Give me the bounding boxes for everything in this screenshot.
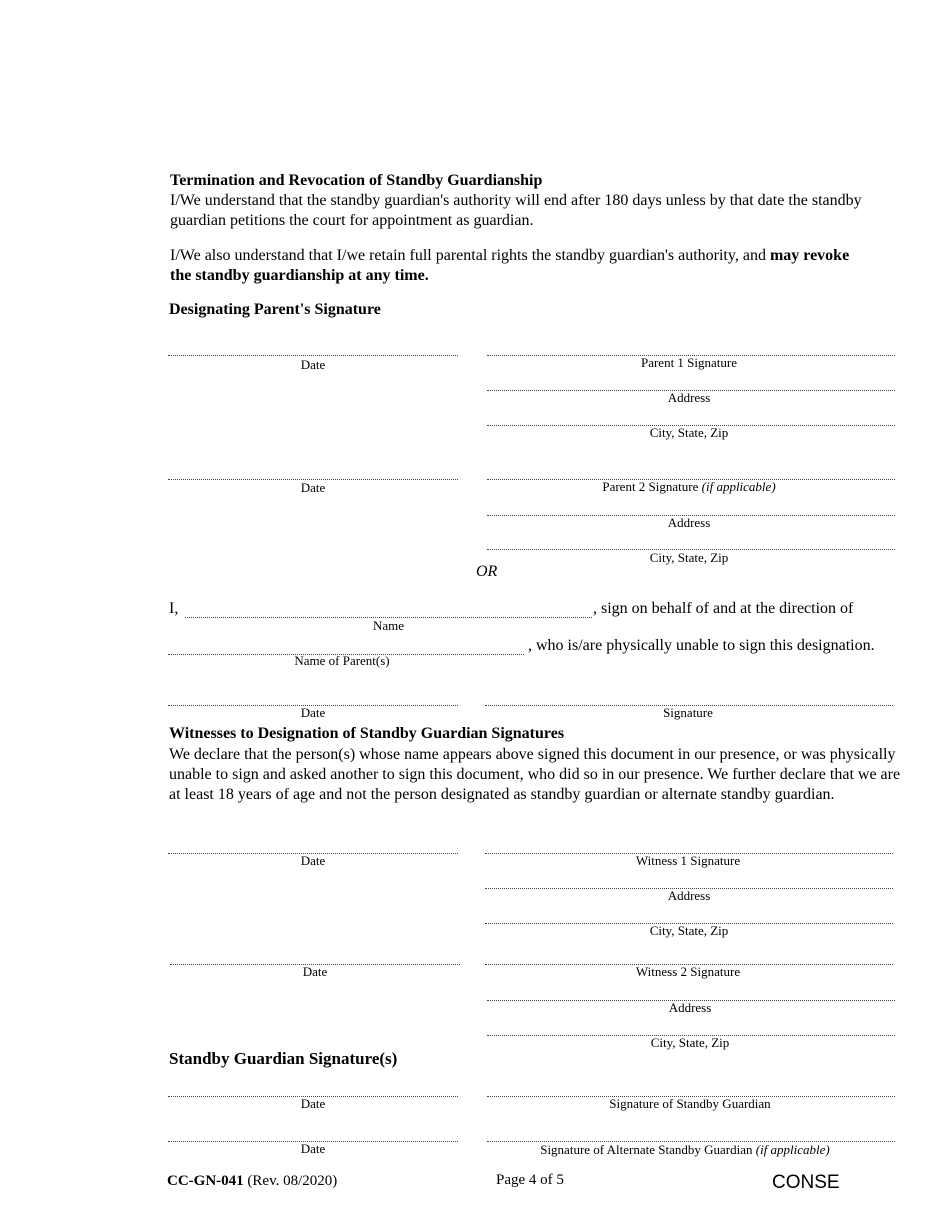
form-number: CC-GN-041 [167,1173,244,1189]
witness2-date-label: Date [302,964,328,979]
form-code: CONSE [772,1172,840,1193]
alternate-date-label: Date [300,1141,326,1156]
parent-signature-heading: Designating Parent's Signature [169,301,381,318]
parent2-signature-label [487,479,891,495]
termination-paragraph-2 [170,246,870,286]
termination-heading: Termination and Revocation of Standby Guardianship [170,172,543,189]
unable-to-sign-text: , who is/are physically unable to sign this designation. [528,637,875,654]
parent2-address-label: Address [667,515,711,530]
standby-guardian-heading: Standby Guardian Signature(s) [169,1049,398,1068]
witness1-date-label: Date [300,853,326,868]
termination-paragraph-1: I/We understand that the standby guardian's authority will end after 180 days unless by that date the standby guardian petitions the court for appointment as guardian. [170,192,862,229]
parent-names-label: Name of Parent(s) [294,653,390,668]
on-behalf-text: , sign on behalf of and at the direction of [593,600,854,617]
witness2-signature-label: Witness 2 Signature [635,964,741,979]
parent1-city-label: City, State, Zip [649,425,729,440]
witnesses-declaration: We declare that the person(s) whose name appears above signed this document in our presence, or was physically unable to sign and asked another to sign this document, who did so in our presence. We further declare that we are at least 18 years of age and not the person designated as standby guardian or alternate standby guardian. [169,746,901,803]
termination-paragraph-2-text: I/We also understand that I/we retain full parental rights the standby guardian's authority, and [170,247,770,264]
form-revision: (Rev. 08/2020) [243,1173,338,1189]
guardian-signature-label: Signature of Standby Guardian [609,1096,771,1111]
or-label: OR [476,563,498,580]
proxy-name-label: Name [372,618,405,633]
witness1-signature-label: Witness 1 Signature [635,853,741,868]
i-prefix: I, [169,600,179,617]
alternate-signature-text: Signature of Alternate Standby Guardian [540,1142,756,1157]
witness2-address-label: Address [668,1000,712,1015]
guardian-date-label: Date [300,1096,326,1111]
revoke-emphasis: may revoke the standby guardianship at any time. [170,247,850,284]
parent1-date-label: Date [300,357,326,372]
alternate-signature-label [487,1142,883,1158]
proxy-signature-label: Signature [663,705,713,720]
proxy-date-label: Date [300,705,326,720]
parent1-date-line[interactable] [168,355,458,356]
page-number: Page 4 of 5 [496,1172,564,1188]
parent2-signature-text: Parent 2 Signature [602,479,702,494]
witness1-address-label: Address [667,888,711,903]
parent2-if-applicable: (if applicable) [701,479,776,494]
footer-form-id [167,1173,337,1190]
parent2-date-label: Date [300,480,326,495]
witness2-city-label: City, State, Zip [650,1035,730,1050]
witnesses-heading: Witnesses to Designation of Standby Guardian Signatures [169,725,565,742]
witness1-city-label: City, State, Zip [649,923,729,938]
parent1-signature-label: Parent 1 Signature [640,355,738,370]
parent2-city-label: City, State, Zip [649,550,729,565]
parent1-address-label: Address [667,390,711,405]
alternate-if-applicable: (if applicable) [755,1142,830,1157]
